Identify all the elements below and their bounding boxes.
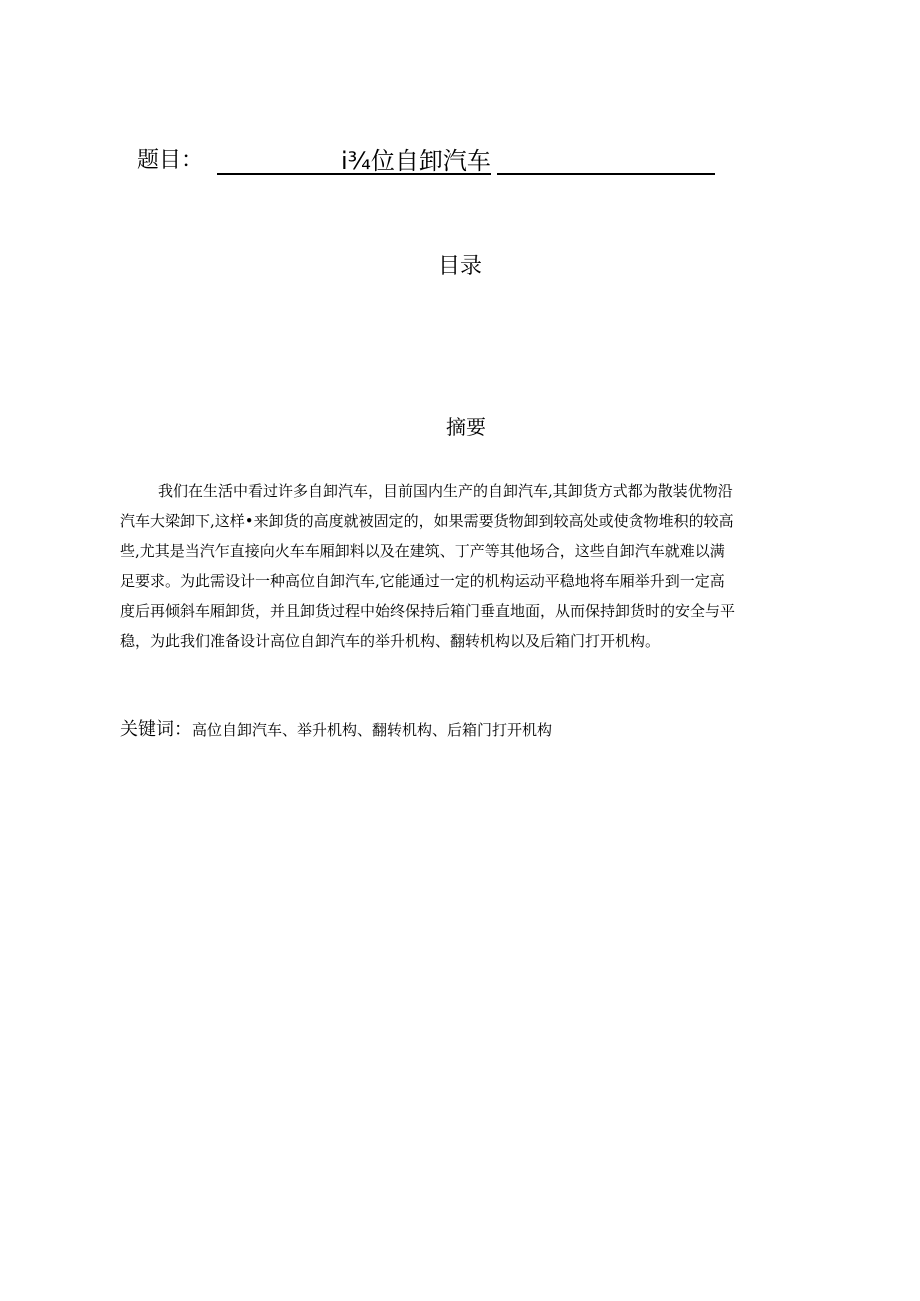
keywords [120, 716, 552, 744]
abstract-heading: 摘要 [446, 415, 486, 439]
title-label: 题目： [137, 148, 204, 173]
abstract-line: 些,尤其是当汽乍直接向火车车厢卸料以及在建筑、丁产等其他场合，这些自卸汽车就难以满 [120, 542, 725, 560]
abstract-line: 汽车大梁卸下,这样•来卸货的高度就被固定的，如果需要货物卸到较高处或使贪物堆积的较高 [120, 512, 734, 530]
abstract-line: 度后再倾斜车厢卸货，并且卸货过程中始终保持后箱门垂直地面，从而保持卸货时的安全与平 [120, 602, 736, 620]
abstract-line: 稳，为此我们准备设计高位自卸汽车的举升机构、翻转机构以及后箱门打开机构。 [120, 632, 661, 650]
title-underline-left [217, 173, 341, 175]
toc-heading: 目录 [437, 254, 482, 279]
abstract-body [120, 476, 800, 656]
title-value: i¾位自卸汽车 [341, 147, 491, 175]
keywords-value: 高位自卸汽车、举升机构、翻转机构、后箱门打开机构 [192, 721, 553, 739]
abstract-line: 我们在生活中看过许多自卸汽车，目前国内生产的自卸汽车,其卸货方式都为散装优物沿 [158, 482, 733, 500]
title-underline-right [497, 173, 715, 175]
keywords-label: 关键词： [120, 719, 192, 740]
abstract-line: 足要求。为此需设计一种高位自卸汽车,它能通过一定的机构运动平稳地将车厢举升到一定高 [120, 572, 725, 590]
